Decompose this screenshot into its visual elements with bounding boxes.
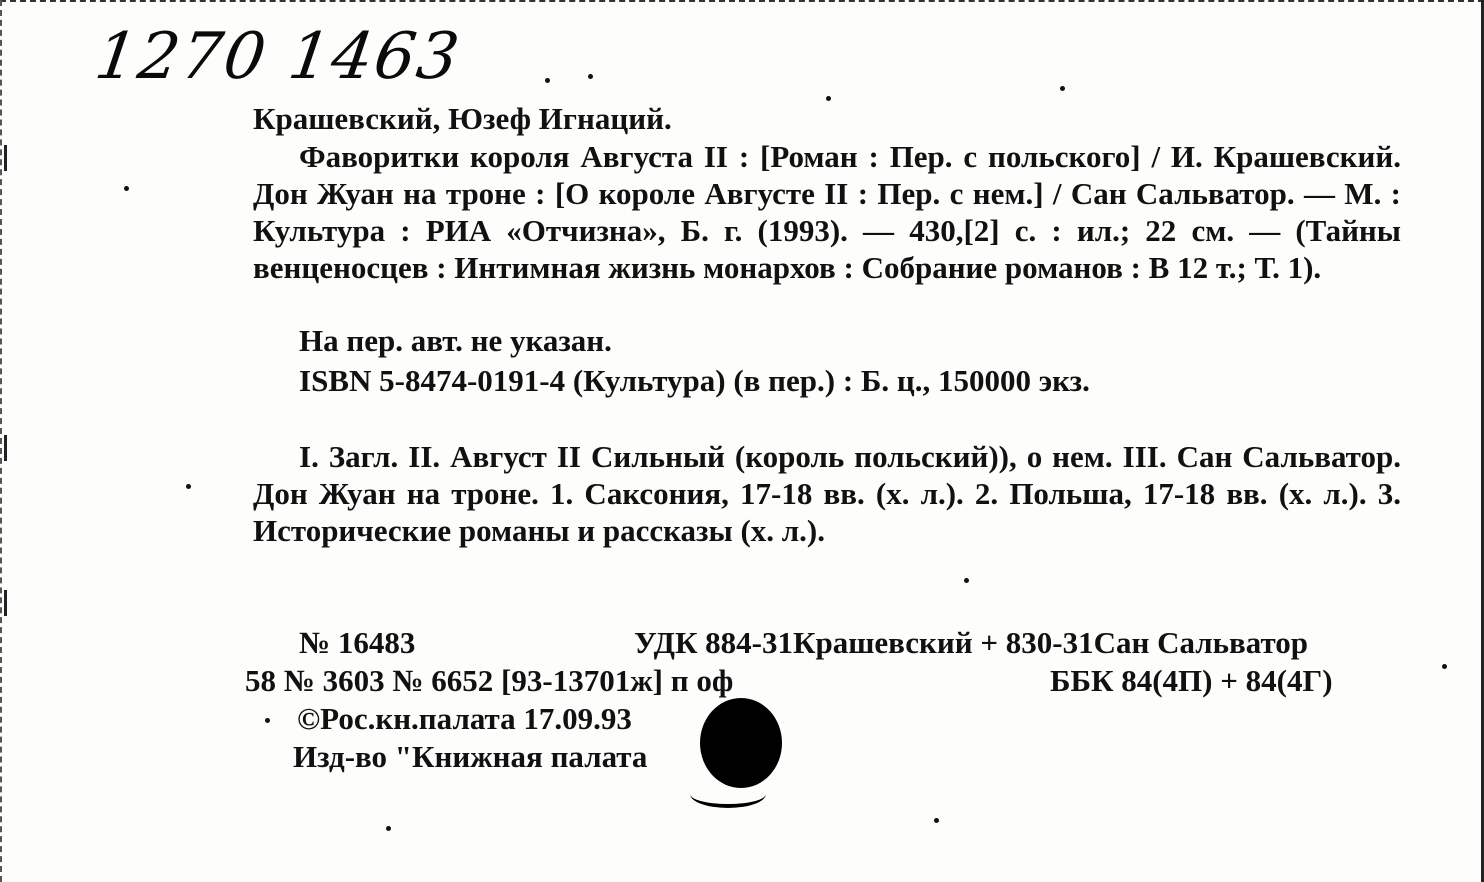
- author-note: На пер. авт. не указан.: [299, 323, 612, 358]
- copyright-line: ©Рос.кн.палата 17.09.93: [297, 701, 632, 736]
- speck: [1060, 86, 1065, 91]
- card-top-edge: [0, 0, 1484, 6]
- handwritten-call-number: 1270 1463: [90, 20, 466, 94]
- record-number: № 16483: [299, 625, 416, 660]
- publisher-line: Изд-во "Книжная палата: [293, 739, 648, 774]
- speck: [588, 74, 593, 79]
- speck: [1442, 664, 1447, 669]
- udk-classification: УДК 884-31Крашевский + 830-31Сан Сальватор: [634, 625, 1309, 660]
- speck: [826, 96, 831, 101]
- speck: [265, 718, 270, 723]
- author-heading: Крашевский, Юзеф Игнаций.: [253, 101, 672, 136]
- speck: [545, 78, 550, 83]
- subject-tracings: I. Загл. II. Август II Сильный (король польский)), о нем. III. Сан Сальватор. Дон Жуан на троне. 1. Саксония, 17-18 вв. (х. л.). 2. Польша, 17-18 вв. (х. л.). 3. Исторические романы и рассказы (х. л.).: [253, 439, 1401, 548]
- isbn-line: ISBN 5-8474-0191-4 (Культура) (в пер.) : Б. ц., 150000 экз.: [299, 363, 1090, 398]
- inventory-numbers: 58 № 3603 № 6652 [93-13701ж] п оф: [245, 663, 734, 698]
- speck: [124, 186, 129, 191]
- blot-smudge: [690, 780, 766, 808]
- speck: [186, 484, 191, 489]
- bbk-classification: ББК 84(4П) + 84(4Г): [1050, 663, 1333, 698]
- speck: [386, 826, 391, 831]
- punch-hole-blot: [700, 698, 782, 788]
- margin-tick: [4, 435, 7, 461]
- speck: [934, 818, 939, 823]
- bibliographic-description: Фаворитки короля Августа II : [Роман : Пер. с польского] / И. Крашевский. Дон Жуан на троне : [О короле Августе II : Пер. с нем.] / Сан Сальватор. — М. : Культура : РИА «Отчизна», Б. г. (1993). — 430,[2] с. : ил.; 22 см. — (Тайны венценосцев : Интимная жизнь монархов : Собрание романов : В 12 т.; Т. 1).: [253, 139, 1401, 285]
- margin-tick: [4, 145, 7, 171]
- margin-tick: [4, 590, 7, 616]
- speck: [964, 578, 969, 583]
